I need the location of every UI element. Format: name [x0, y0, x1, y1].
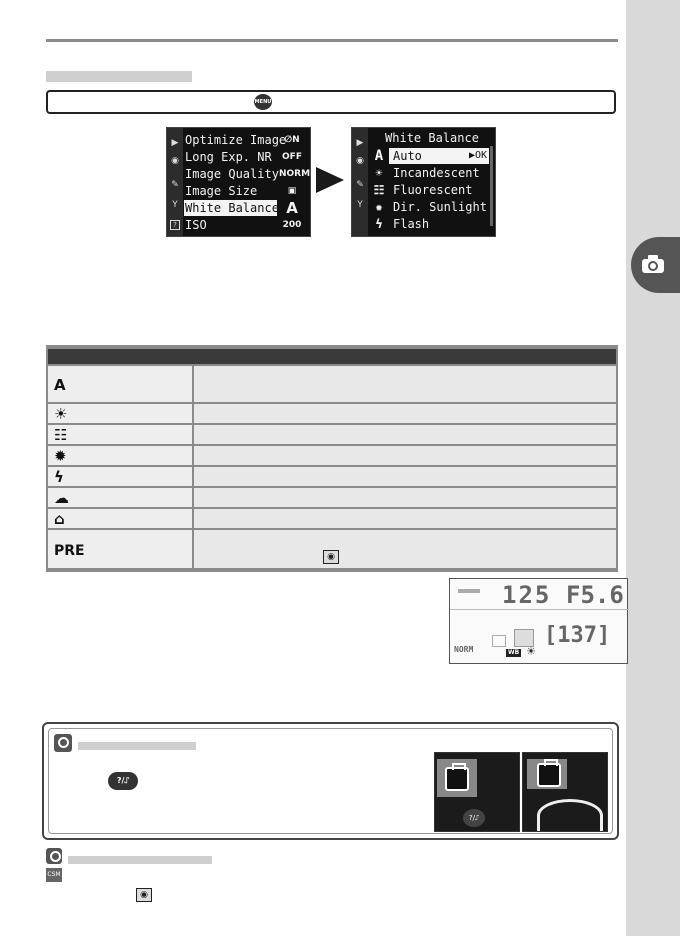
- lcd-menu-item[interactable]: ISO: [185, 218, 207, 232]
- wb-option-icon: A: [369, 148, 389, 164]
- table-cell-option: [48, 425, 194, 444]
- table-cell-description: [194, 446, 616, 465]
- wb-option-icon: ☷: [373, 183, 385, 197]
- tip-box: [42, 722, 619, 840]
- wb-option-label: Auto: [393, 149, 422, 163]
- lcd-menu-value: ∅N: [284, 135, 300, 145]
- lcd-icon-column: [167, 128, 183, 236]
- panel-divider: [450, 609, 629, 610]
- camera-icon: ◉: [171, 156, 179, 166]
- white-balance-table: [46, 345, 618, 572]
- camera-icon: [445, 767, 469, 791]
- arrow-right-icon: [316, 167, 344, 193]
- fluorescent-icon: ☷: [54, 426, 68, 444]
- preset-icon: PRE: [54, 542, 85, 559]
- table-row: [48, 446, 616, 465]
- lcd-menu-item[interactable]: Optimize Image: [185, 133, 287, 147]
- table-cell-description: [194, 488, 616, 507]
- lcd-white-balance-menu: [351, 127, 496, 237]
- note-title-placeholder: [68, 856, 212, 864]
- table-cell-option: [48, 446, 194, 465]
- lcd-menu-item[interactable]: Long Exp. NR: [185, 150, 272, 164]
- playback-icon: ▶: [356, 138, 364, 148]
- aperture-readout: F5.6: [566, 581, 624, 609]
- battery-indicator: [458, 589, 480, 593]
- lcd-scrollbar: [490, 146, 493, 226]
- pencil-icon: ✎: [171, 180, 179, 190]
- table-cell-description: [194, 467, 616, 486]
- table-cell-option: [48, 488, 194, 507]
- wb-menu-item[interactable]: [369, 199, 489, 215]
- table-row: [48, 467, 616, 486]
- shutter-speed-readout: 125: [502, 581, 552, 609]
- lcd-menu-value: NORM: [279, 169, 311, 179]
- camera-icon: ◉: [356, 156, 364, 166]
- wrench-icon: Y: [172, 200, 178, 210]
- table-row: [48, 425, 616, 444]
- camera-photo-right: [522, 752, 608, 832]
- shade-icon: ⌂: [54, 510, 65, 528]
- lcd-menu-value: A: [286, 199, 298, 217]
- wb-menu-item[interactable]: [369, 165, 489, 181]
- camera-photo-left: [434, 752, 520, 832]
- table-header-cell-option: [48, 349, 194, 364]
- lcd-header: White Balance: [385, 131, 479, 145]
- incandescent-icon: ☀: [526, 645, 536, 658]
- table-row: [48, 509, 616, 528]
- magnifier-icon: [54, 734, 72, 752]
- playback-icon: ▶: [171, 138, 179, 148]
- wb-menu-item[interactable]: [369, 182, 489, 198]
- table-cell-description: [194, 404, 616, 423]
- table-row: [48, 404, 616, 423]
- lcd-shooting-menu: [166, 127, 311, 237]
- control-panel-illustration: [449, 578, 628, 664]
- table-cell-description: [194, 530, 616, 568]
- cloudy-icon: ☁: [54, 489, 69, 507]
- custom-setting-icon: CSM: [46, 868, 62, 882]
- wb-badge: WB: [508, 649, 520, 656]
- image-quality-indicator: NORM: [454, 645, 474, 654]
- lcd-menu-value: ▣: [287, 186, 297, 196]
- top-rule: [46, 39, 618, 42]
- table-cell-option: [48, 366, 194, 402]
- help-icon: ?: [170, 220, 180, 230]
- table-row: [48, 530, 616, 568]
- camera-icon: [641, 254, 665, 274]
- wb-option-label: Incandescent: [393, 166, 480, 180]
- camera-chapter-tab: [631, 237, 680, 293]
- menu-button-icon: MENU: [254, 94, 272, 110]
- flash-icon: ϟ: [54, 468, 64, 486]
- wb-option-icon: ϟ: [375, 217, 383, 231]
- wb-option-icon: ☀: [375, 166, 383, 180]
- wb-menu-item[interactable]: [369, 148, 489, 164]
- table-cell-description: [194, 425, 616, 444]
- direct-sunlight-icon: ✹: [54, 447, 67, 465]
- table-cell-option: [48, 509, 194, 528]
- table-cell-option: [48, 467, 194, 486]
- table-cell-description: [194, 366, 616, 402]
- table-cell-option: [48, 404, 194, 423]
- tip-title-placeholder: [78, 742, 196, 750]
- metering-box: [492, 635, 506, 647]
- lock-button-icon: ?/⑀: [108, 772, 138, 790]
- wb-option-label: Dir. Sunlight: [393, 200, 487, 214]
- chapter-side-bar: [626, 0, 680, 936]
- incandescent-icon: ☀: [54, 405, 68, 423]
- table-cell-description: [194, 509, 616, 528]
- menu-path-box: [46, 90, 616, 114]
- lcd-menu-value: OFF: [282, 152, 302, 162]
- wb-option-icon: ✹: [375, 200, 383, 214]
- lcd-menu-item[interactable]: Image Size: [185, 184, 258, 198]
- wb-menu-item[interactable]: [369, 216, 489, 232]
- page-reference-icon: ◉: [136, 888, 152, 902]
- ok-indicator: ▶OK: [468, 150, 487, 161]
- wb-option-label: Flash: [393, 217, 430, 231]
- pencil-icon: ✎: [356, 180, 364, 190]
- table-header-row: [48, 349, 616, 364]
- page-reference-icon: ◉: [323, 550, 339, 564]
- camera-icon: [537, 763, 561, 787]
- lcd-menu-item[interactable]: White Balance: [185, 201, 279, 215]
- wrench-icon: Y: [357, 200, 363, 210]
- table-row: [48, 488, 616, 507]
- section-title-placeholder: [46, 71, 192, 82]
- lcd-menu-item[interactable]: Image Quality: [185, 167, 279, 181]
- frames-remaining-readout: [137]: [544, 623, 611, 648]
- table-row: [48, 366, 616, 402]
- magnifier-icon: [46, 848, 62, 864]
- table-header-cell-description: [194, 349, 616, 364]
- lcd-menu-value: 200: [282, 220, 302, 230]
- lock-button-icon: ?/⑀: [463, 809, 485, 827]
- table-cell-option: [48, 530, 194, 568]
- command-dial-icon: [537, 799, 603, 832]
- wb-option-label: Fluorescent: [393, 183, 473, 197]
- lcd-icon-column: [352, 128, 368, 236]
- auto-wb-icon: A: [54, 375, 66, 394]
